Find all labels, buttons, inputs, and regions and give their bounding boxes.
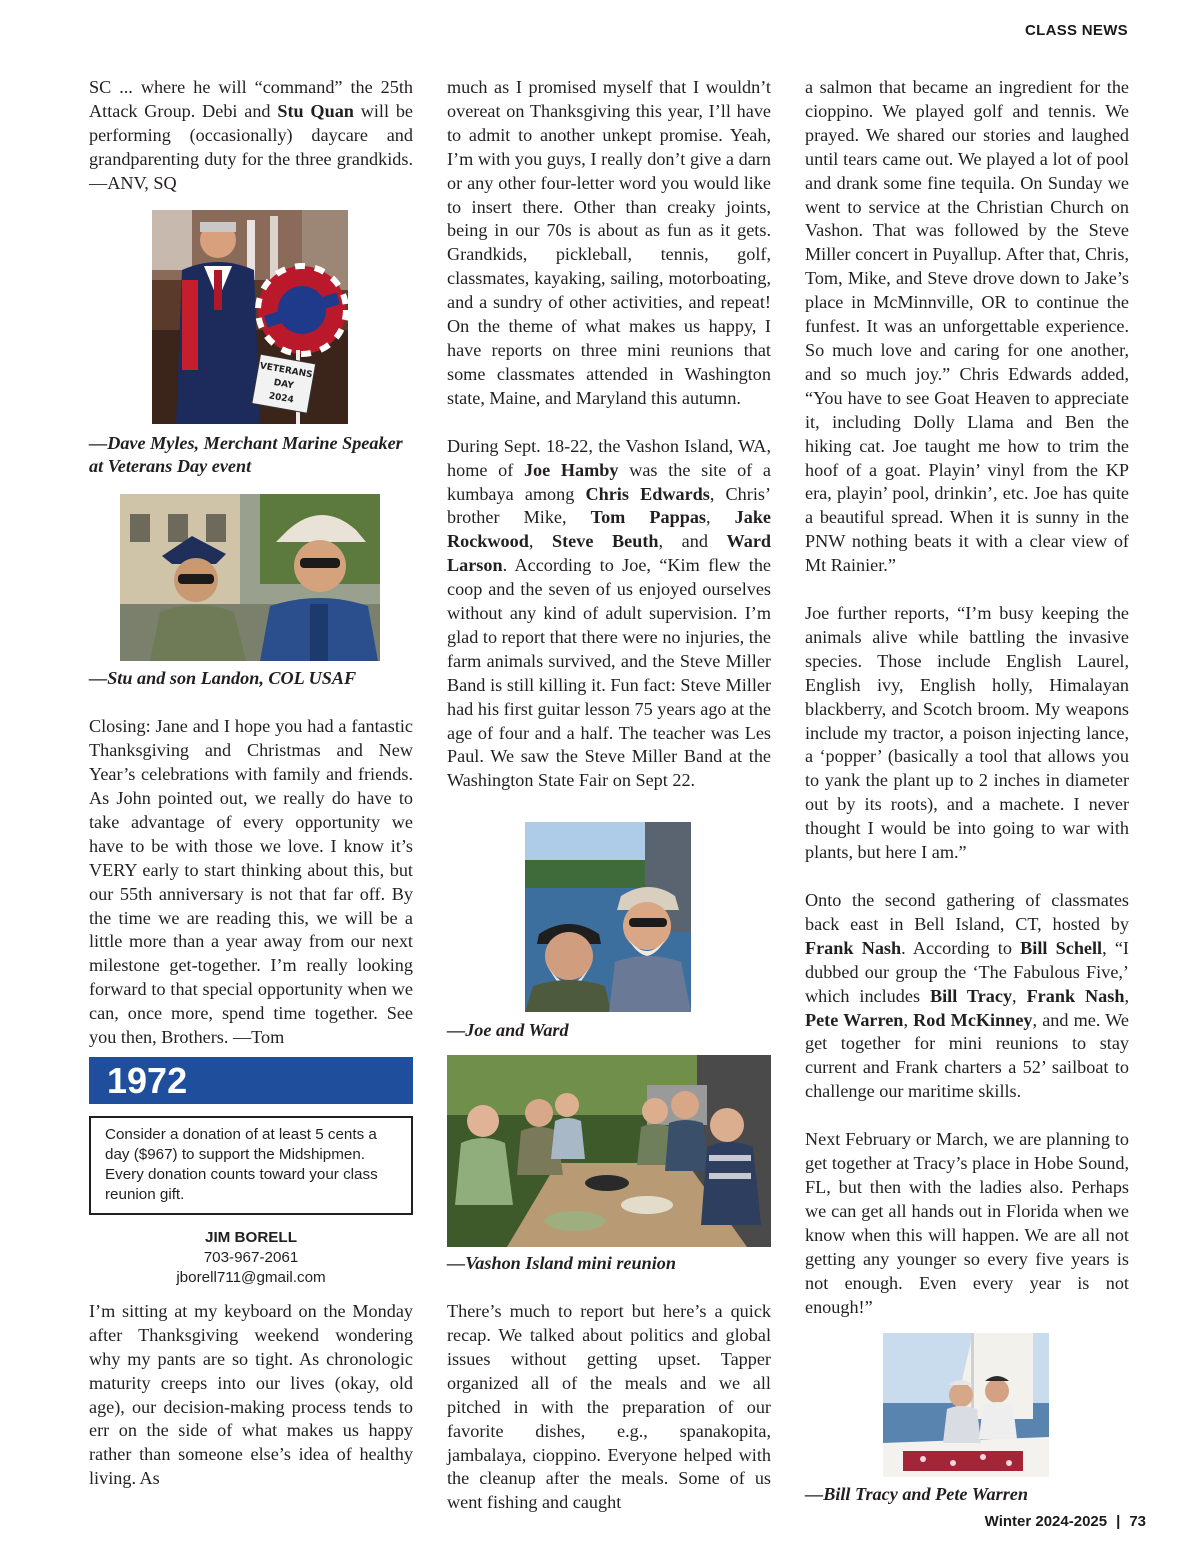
photo-caption: —Joe and Ward: [447, 1020, 569, 1041]
paragraph: I’m sitting at my keyboard on the Monday after Thanksgiving weekend wondering why my pants are so tight. As chronologic maturity creeps into our lives (okay, old age), our decision-making process tends to err on the side of what makes us happy rather than someone else’s idea of healthy living. As: [89, 1300, 413, 1489]
class-contact: [89, 1228, 413, 1288]
class-year-banner: 1972: [89, 1057, 413, 1104]
page-footer: [985, 1513, 1146, 1530]
column-2: [447, 76, 771, 1515]
photo-caption: [89, 432, 413, 480]
photo-bill-and-pete-sailboat: [883, 1333, 1049, 1477]
paragraph: During Sept. 18-22, the Vashon Island, WA, home of Joe Hamby was the site of a kumbaya among Chris Edwards, Chris’ brother Mike, Tom Pappas, Jake Rockwood, Steve Beuth, and Ward Larson. According to Joe, “Kim flew the coop and the seven of us enjoyed ourselves without any kind of adult supervision. I’m glad to report that there were no injuries, the farm animals survived, and the Steve Miller Band is still killing it. Fun fact: Steve Miller had his first guitar lesson 75 years ago at the age of four and a half. The teacher was Les Paul. We saw the Steve Miller Band at the Washington State Fair on Sept 22.: [447, 435, 772, 791]
photo-stu-and-landon: [120, 494, 380, 661]
bold-name: Frank Nash: [1026, 985, 1125, 1006]
donation-box: Consider a donation of at least 5 cents a day ($967) to support the Midshipmen. Every donation counts toward your class reunion gift.: [89, 1116, 413, 1215]
bold-name: Bill Tracy: [930, 985, 1013, 1006]
contact-email[interactable]: jborell711@gmail.com: [176, 1268, 326, 1286]
photo-veterans-day: [152, 210, 348, 424]
page-number: 73: [1129, 1513, 1146, 1530]
footer-separator: |: [1116, 1513, 1121, 1530]
issue-label: Winter 2024-2025: [984, 1513, 1108, 1530]
contact-phone: 703-967-2061: [203, 1248, 299, 1266]
page-header: CLASS NEWS: [1024, 22, 1128, 39]
contact-name: JIM BORELL: [205, 1228, 297, 1246]
bold-name: Jake Rockwood: [447, 507, 771, 552]
column-1: [89, 76, 413, 1491]
bold-name: Pete Warren: [805, 1009, 904, 1030]
bold-name: Steve Beuth: [552, 531, 659, 552]
bold-name: Tom Pappas: [590, 507, 706, 528]
paragraph: a salmon that became an ingredient for the cioppino. We played golf and tennis. We prayed. We shared our stories and laughed until tears came out. We played a lot of pool and drank some fine tequila. On Sunday we went to service at the Christian Church on Vashon. That was followed by the Steve Miller concert in Puyallup. After that, Chris, Tom, Mike, and Steve drove down to Jake’s place in McMinnville, OR to continue the funfest. It was an unforgettable experience. So much love and caring for one another, and so much joy.” Chris Edwards added, “You have to see Goat Heaven to appreciate it, including Dolly Llama and Ben the hiking cat. Joe taught me how to trim the hoof of a goat. Playin’ vinyl from the KP era, playin’ pool, drinkin’, etc. Joe has quite a beautiful spread. When it is sunny in the PNW nothing beats it with a clear view of Mt Rainier.”: [805, 77, 1129, 576]
column-3: [805, 76, 1129, 1507]
bold-name: Frank Nash: [805, 937, 902, 958]
sign-line-2: DAY: [272, 377, 295, 391]
bold-name: Bill Schell: [1020, 937, 1103, 958]
photo-caption: —Stu and son Landon, COL USAF: [89, 668, 357, 689]
photo-caption: —Vashon Island mini reunion: [447, 1253, 676, 1274]
bold-name: Stu Quan: [277, 100, 354, 121]
paragraph: Onto the second gathering of classmates back east in Bell Island, CT, hosted by Frank Nash. According to Bill Schell, “I dubbed our group the ‘The Fabulous Five,’ which includes Bill Tracy, Frank Nash, Pete Warren, Rod McKinney, and me. We get together for mini reunions to stay current and Frank charters a 52’ sailboat to challenge our maritime skills.: [805, 890, 1130, 1102]
paragraph: Next February or March, we are planning to get together at Tracy’s place in Hobe Sound, FL, but then with the ladies also. Perhaps we can get all hands out in Florida when we know when this will happen. We are all not getting any younger so every five years is not enough. Even every year is not enough!”: [805, 1129, 1129, 1317]
sign-line-1: VETERANS: [258, 360, 314, 380]
bold-name: Joe Hamby: [523, 459, 619, 480]
paragraph: much as I promised myself that I wouldn’t overeat on Thanksgiving this year, I’ll have to admit to another unkept promise. Yeah, I’m with you guys, I really don’t give a darn or any other four-letter word you would like to insert there. Other than creaky joints, being in our 70s is about as fun as it gets. Grandkids, pickleball, tennis, golf, classmates, kayaking, sailing, motorboating, and a sundry of other activities, and repeat! On the theme of what makes us happy, I have reports on three mini reunions that some classmates attended in Washington state, Maine, and Maryland this autumn.: [447, 77, 771, 408]
paragraph: Joe further reports, “I’m busy keeping the animals alive while battling the invasive species. Those include English Laurel, English ivy, English holly, Himalayan blackberry, and Scotch broom. My weapons include my tractor, a poison injecting lance, a ‘popper’ (basically a tool that allows you to yank the plant up to 2 inches in diameter out by its roots), and a machete. I never thought I would be into going to war with plants, but here I am.”: [805, 603, 1129, 863]
photo-caption: —Bill Tracy and Pete Warren: [805, 1484, 1028, 1505]
photo-vashon-reunion: [447, 1055, 771, 1247]
caption-line-1: —Dave Myles, Merchant Marine Speaker: [89, 432, 403, 453]
caption-line-2: at Veterans Day event: [89, 456, 252, 477]
paragraph: Closing: Jane and I hope you had a fantastic Thanksgiving and Christmas and New Year’s celebrations with family and friends. As John pointed out, we really do have to take advantage of every opportunity we have to be with those we love. I know it’s VERY early to start thinking about this, but our 55th anniversary is not that far off. By the time we are reading this, we will be a little more than a year away from our next milestone get-together. I’m really looking forward to that special opportunity when we can, once more, spend time together. See you then, Brothers. —Tom: [89, 716, 413, 1048]
paragraph: There’s much to report but here’s a quick recap. We talked about politics and global issues without getting upset. Tapper organized all of the meals and we all pitched in with the preparation of our favorite dishes, e.g., spanakopita, jambalaya, cioppino. Everyone helped with the cleanup after the meals. Some of us went fishing and caught: [447, 1301, 771, 1513]
bold-name: Rod McKinney: [913, 1009, 1033, 1030]
bold-name: Chris Edwards: [585, 483, 710, 504]
bold-name: Ward Larson: [447, 531, 772, 576]
paragraph: SC ... where he will “command” the 25th Attack Group. Debi and Stu Quan will be performing (occasionally) daycare and grandparenting duty for the three grandkids. —ANV, SQ: [89, 77, 413, 193]
sign-line-3: 2024: [267, 390, 295, 406]
photo-joe-and-ward: [525, 822, 691, 1012]
